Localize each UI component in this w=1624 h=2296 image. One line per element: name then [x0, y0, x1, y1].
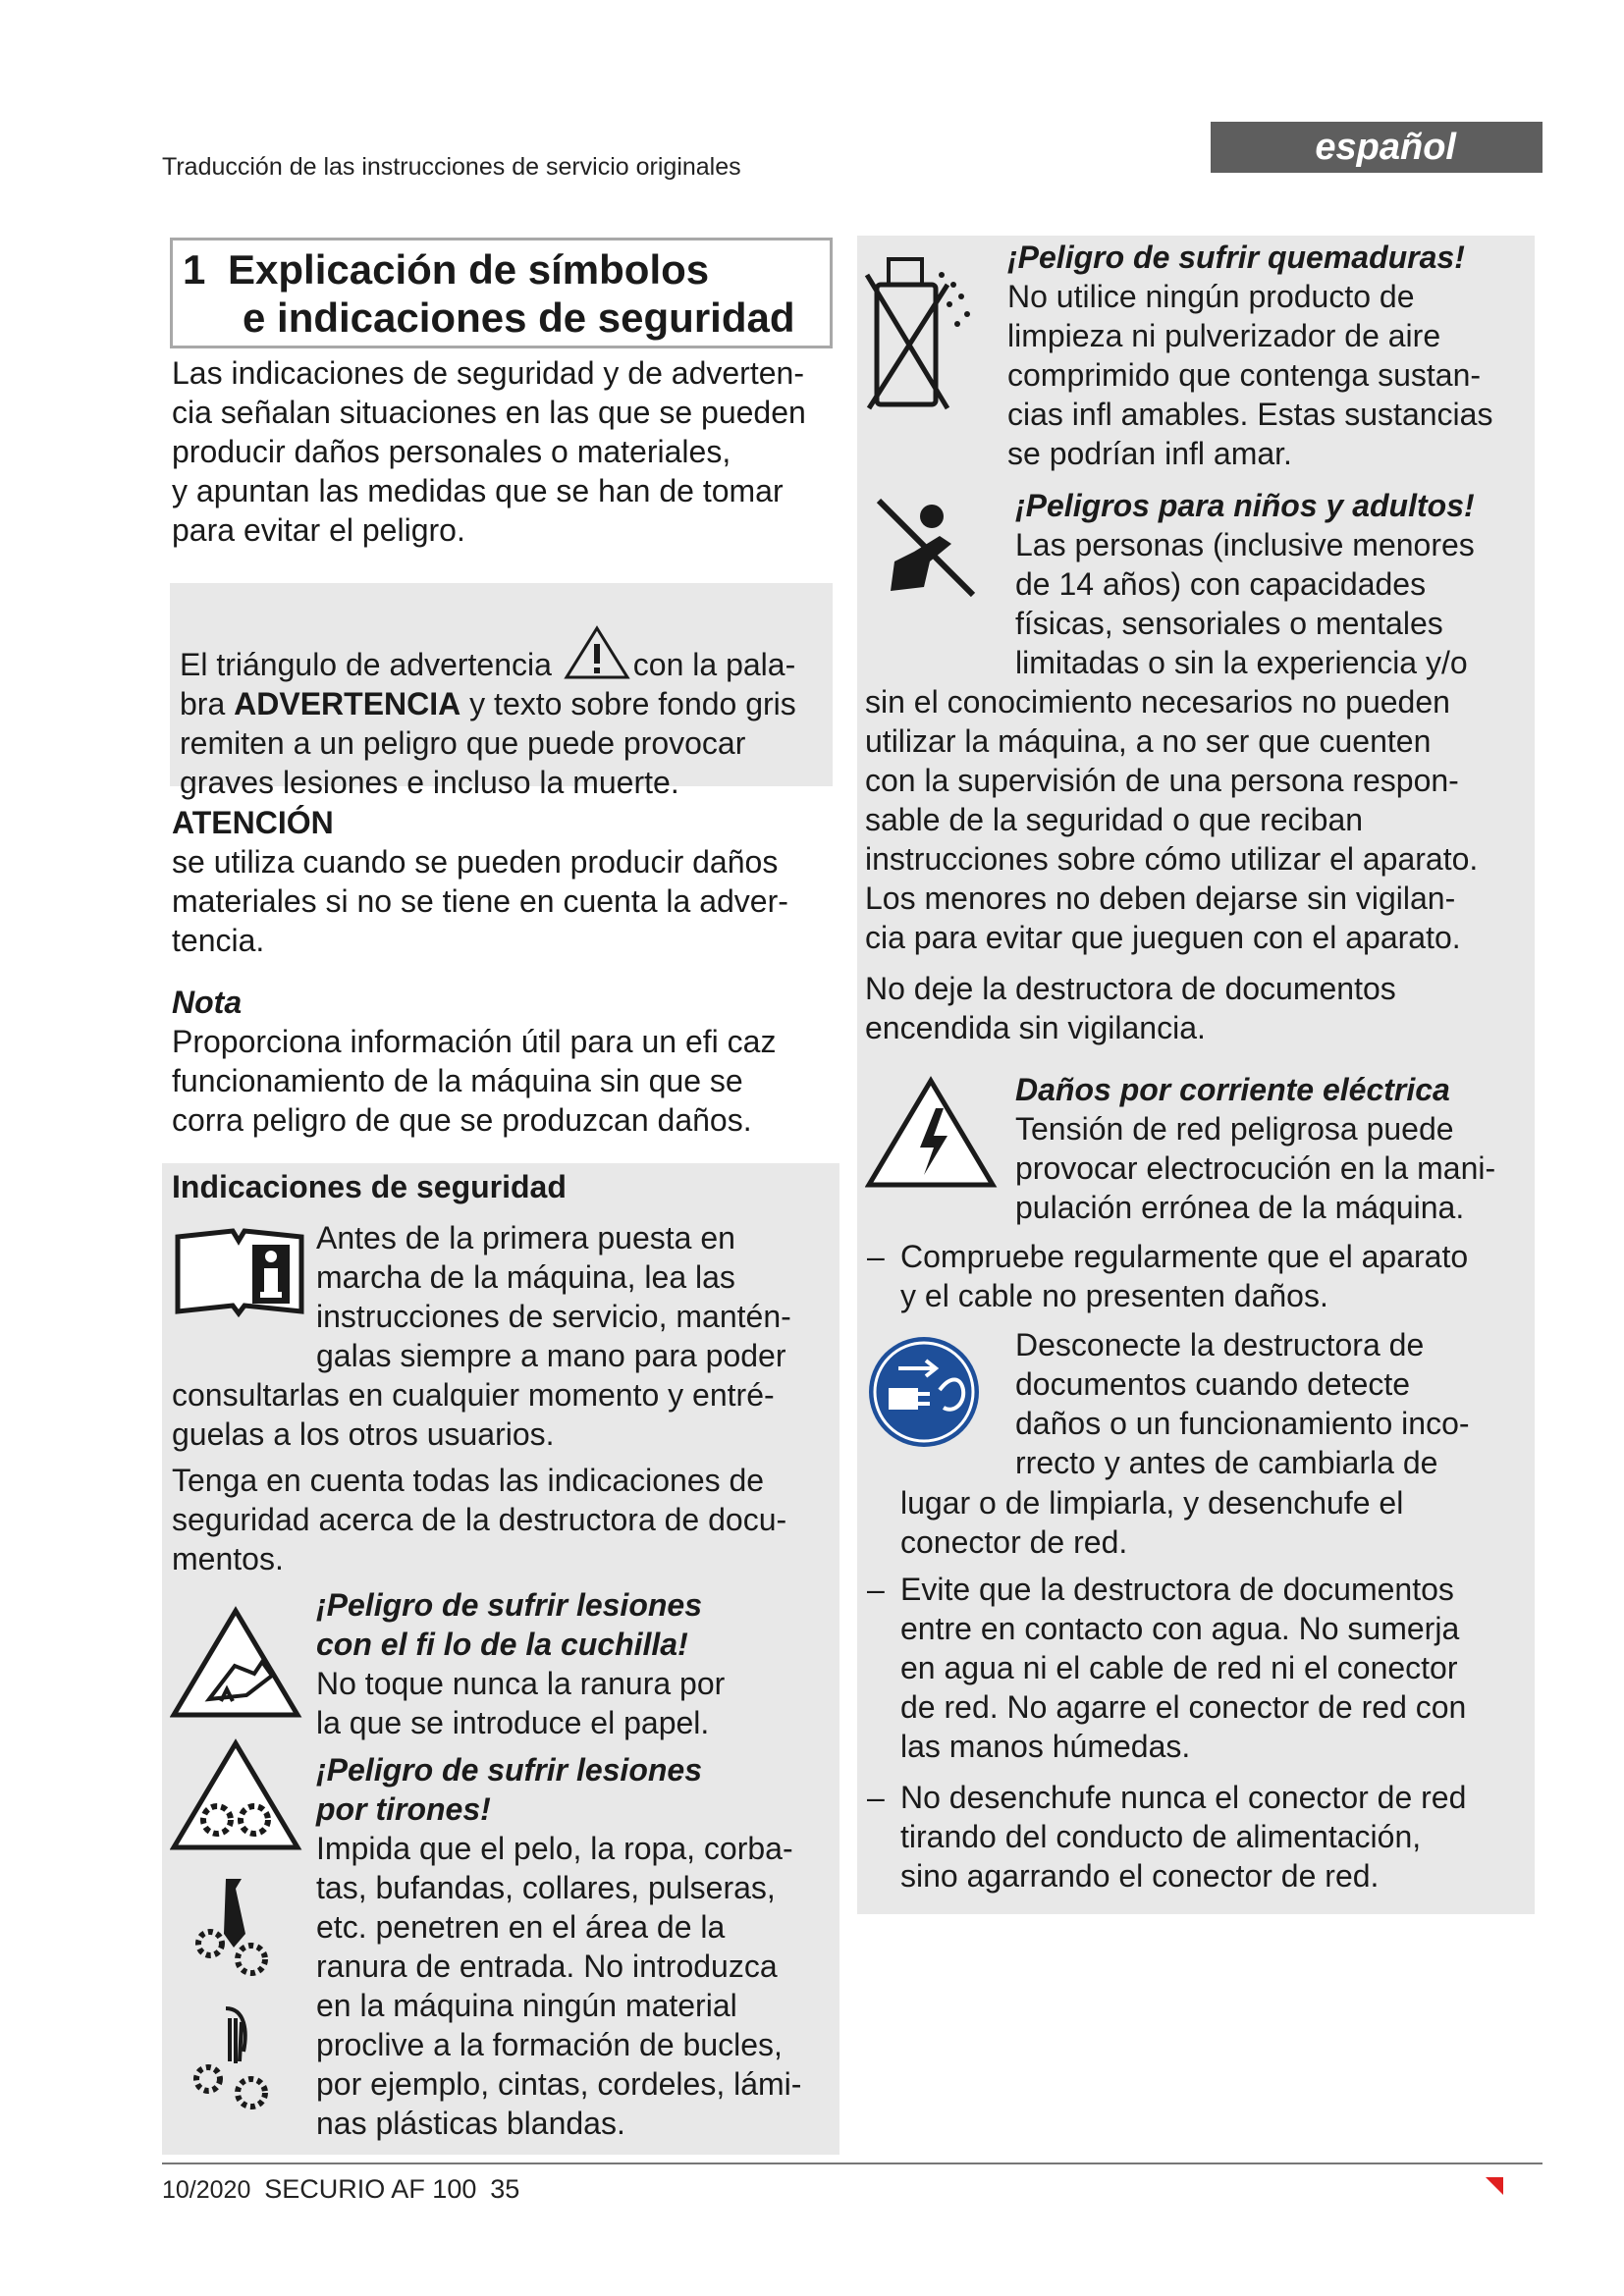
no-children-icon: [871, 493, 979, 601]
list-dash: –: [867, 1239, 885, 1274]
read-manual-icon: [174, 1227, 306, 1317]
document-subtitle: Traducción de las instrucciones de servicio originales: [162, 153, 741, 181]
section-title-box: [170, 238, 833, 348]
blade-hazard-icon: [170, 1605, 302, 1721]
footer-date: 10/2020: [162, 2176, 251, 2204]
section-title-line2: e indicaciones de seguridad: [243, 294, 795, 341]
nota-heading: Nota: [172, 985, 243, 1020]
footer-product: SECURIO AF 100: [264, 2174, 477, 2204]
list-dash: –: [867, 1780, 885, 1815]
hair-gears-icon: [187, 2002, 275, 2115]
no-spray-icon: [863, 245, 981, 412]
footer-info: [162, 2174, 519, 2205]
pull-in-hazard-icon: [170, 1737, 302, 1853]
safety-panel: Indicaciones de seguridad Antes de la primera puesta en marcha de la máquina, lea las instrucciones de servicio, mantén- galas siempre a mano para poder consultarlas en cualquier momento y entré- guelas a los otros usuarios. Tenga en cuenta todas las indicaciones de seguridad acerca de la destructora de docu- mentos. ¡Peligro de sufrir lesiones con el fi lo de la cuchilla! No toque nunca la ranura por la que se introduce el papel. ¡Peligro de sufrir lesiones por tirones! Impida que el pelo, la ropa, corba- tas, bufandas, collares, pulseras, etc. penetren en el área de la ranura de entrada. No introduzca en la máquina ningún material proclive a la formación de bucles, por ejemplo, cintas, cordeles, lámi- nas plásticas blandas.: [162, 1163, 839, 2155]
list-dash: –: [867, 1572, 885, 1607]
section-number: 1: [183, 246, 206, 293]
safety-heading: Indicaciones de seguridad: [172, 1169, 567, 1204]
atencion-heading: ATENCIÓN: [172, 805, 334, 840]
intro-paragraph: Las indicaciones de seguridad y de adverten- cia señalan situaciones en las que se pueden producir daños personales o materiales, y apuntan las medidas que se han de tomar para evitar el peligro.: [172, 355, 806, 548]
page-number: 35: [490, 2174, 520, 2204]
footer-divider: [162, 2163, 1543, 2164]
tie-gears-icon: [187, 1875, 275, 1983]
nota-block: Nota Proporciona información útil para un efi caz funcionamiento de la máquina sin que se corra peligro de que se produzcan daños.: [172, 983, 820, 1140]
atencion-block: ATENCIÓN se utiliza cuando se pueden producir daños materiales si no se tiene en cuenta la adver- tencia.: [172, 803, 820, 960]
warning-explanation-box: El triángulo de advertencia con la pala- bra ADVERTENCIA y texto sobre fondo gris remiten a un peligro que puede provocar graves lesiones e incluso la muerte.: [170, 583, 833, 786]
section-title-line1: Explicación de símbolos: [228, 246, 710, 293]
warning-triangle-icon: [563, 624, 631, 681]
corner-mark-icon: [1486, 2177, 1503, 2195]
language-tab: español: [1211, 122, 1543, 173]
electric-hazard-icon: [865, 1075, 998, 1191]
unplug-mandatory-icon: [867, 1335, 981, 1449]
right-safety-panel: ¡Peligro de sufrir quemaduras! No utilice ningún producto de limpieza ni pulverizador de aire comprimido que contenga sustan- cias infl amables. Estas sustancias se podrían infl amar. ¡Peligros para niños y adultos! Las personas (inclusive menores de 14 años) con capacidades físicas, sensoriales o mentales limitadas o sin la experiencia y/o sin el conocimiento necesarios no pueden utilizar la máquina, a no ser que cuenten con la supervisión de una persona respon- sable de la seguridad o que reciban instrucciones sobre cómo utilizar el aparato. Los menores no deben dejarse sin vigilan- cia para evitar que jueguen con el aparato. No deje la destructora de documentos encendida sin vigilancia. Daños por corriente eléctrica Tensión de red peligrosa puede provocar electrocución en la mani- pulación errónea de la máquina. – Compruebe regularmente que el aparato y el cable no presenten daños. Desconecte la destructora de documentos cuando detecte daños o un funcionamiento inco- rrecto y antes de cambiarla de lugar o de limpiarla, y desenchufe el conector de red. – Evite que la destructora de documentos entre en contacto con agua. No sumerja en agua ni el cable de red ni el conector de red. No agarre el conector de red con las manos húmedas. – No desenchufe nunca el conector de red tirando del conducto de alimentación, sino agarrando el conector de red.: [857, 236, 1535, 1914]
